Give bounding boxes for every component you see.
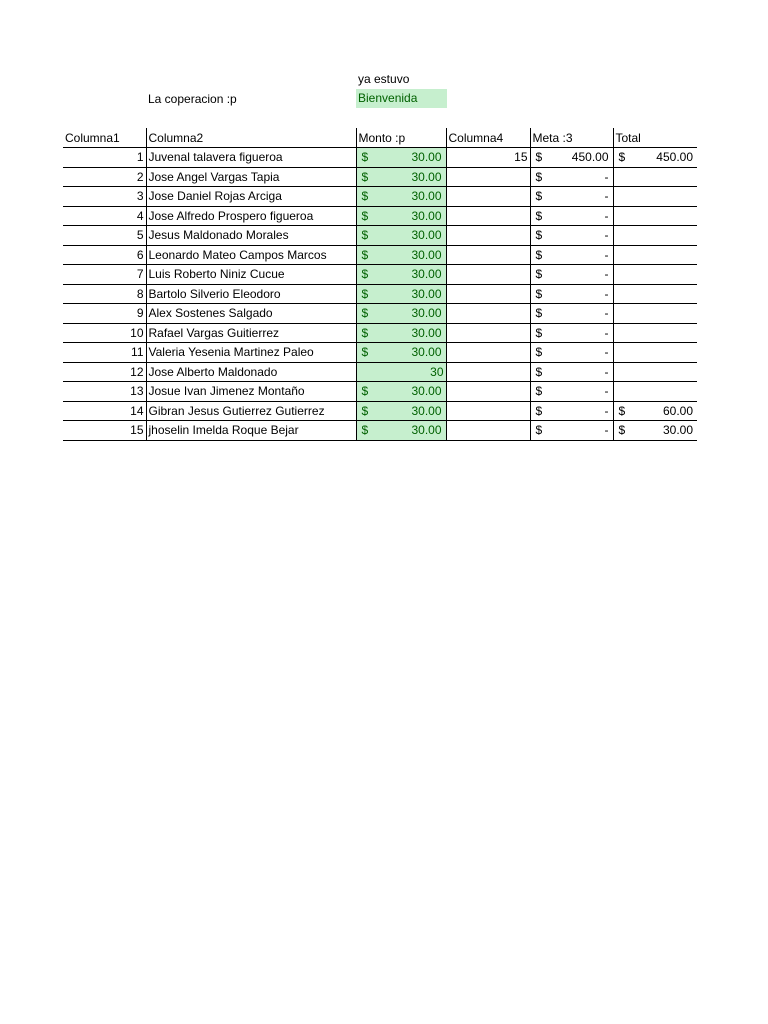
monto-cell[interactable]: [356, 226, 446, 246]
monto-currency-symbol: $: [361, 384, 369, 399]
meta-value: -: [604, 228, 609, 243]
columna4-cell[interactable]: [446, 304, 530, 324]
monto-value: 30.00: [411, 189, 442, 204]
meta-cell[interactable]: [530, 421, 613, 441]
member-name[interactable]: Bartolo Silverio Eleodoro: [146, 284, 356, 304]
legend-label: La coperacion :p: [148, 92, 237, 106]
monto-currency-symbol: $: [361, 286, 369, 301]
meta-value: -: [604, 247, 609, 262]
total-cell[interactable]: [613, 401, 697, 421]
monto-currency-symbol: $: [361, 247, 369, 262]
meta-cell[interactable]: [530, 265, 613, 285]
row-number[interactable]: 8: [63, 284, 146, 304]
meta-value: -: [604, 403, 609, 418]
meta-value: 450.00: [571, 150, 609, 165]
table-row: [63, 323, 697, 343]
table-row: [63, 304, 697, 324]
meta-value: -: [604, 384, 609, 399]
total-cell[interactable]: [613, 245, 697, 265]
total-cell[interactable]: [613, 206, 697, 226]
column-header-columna1[interactable]: Columna1: [63, 128, 146, 148]
column-header-columna4[interactable]: Columna4: [446, 128, 530, 148]
table-row: [63, 187, 697, 207]
columna4-cell[interactable]: 15: [446, 148, 530, 168]
meta-value: -: [604, 364, 609, 379]
monto-currency-symbol: $: [361, 325, 369, 340]
columna4-cell[interactable]: [446, 382, 530, 402]
member-name[interactable]: Rafael Vargas Guitierrez: [146, 323, 356, 343]
monto-cell[interactable]: [356, 343, 446, 363]
table-row: [63, 226, 697, 246]
meta-currency-symbol: $: [535, 286, 543, 301]
total-cell[interactable]: [613, 148, 697, 168]
total-cell[interactable]: [613, 323, 697, 343]
member-name[interactable]: Alex Sostenes Salgado: [146, 304, 356, 324]
meta-currency-symbol: $: [535, 267, 543, 282]
monto-cell[interactable]: [356, 304, 446, 324]
columna4-cell[interactable]: [446, 421, 530, 441]
monto-value: 30.00: [411, 208, 442, 223]
meta-currency-symbol: $: [535, 150, 543, 165]
meta-currency-symbol: $: [535, 345, 543, 360]
meta-cell[interactable]: [530, 148, 613, 168]
header-row: [63, 128, 697, 148]
member-name[interactable]: Gibran Jesus Gutierrez Gutierrez: [146, 401, 356, 421]
total-cell[interactable]: [613, 187, 697, 207]
meta-currency-symbol: $: [535, 403, 543, 418]
meta-currency-symbol: $: [535, 189, 543, 204]
total-currency-symbol: $: [618, 423, 626, 438]
total-cell[interactable]: [613, 421, 697, 441]
monto-cell[interactable]: [356, 187, 446, 207]
table-row: [63, 382, 697, 402]
row-number[interactable]: 7: [63, 265, 146, 285]
meta-value: -: [604, 169, 609, 184]
meta-cell[interactable]: [530, 167, 613, 187]
monto-value: 30.00: [411, 150, 442, 165]
table-row: [63, 148, 697, 168]
meta-currency-symbol: $: [535, 384, 543, 399]
meta-value: -: [604, 345, 609, 360]
row-number[interactable]: 14: [63, 401, 146, 421]
member-name[interactable]: Jesus Maldonado Morales: [146, 226, 356, 246]
meta-cell[interactable]: [530, 382, 613, 402]
columna4-cell[interactable]: [446, 226, 530, 246]
meta-value: -: [604, 325, 609, 340]
columna4-cell[interactable]: [446, 284, 530, 304]
total-cell[interactable]: [613, 304, 697, 324]
row-number[interactable]: 4: [63, 206, 146, 226]
columna4-cell[interactable]: [446, 343, 530, 363]
total-currency-symbol: $: [618, 150, 626, 165]
row-number[interactable]: 13: [63, 382, 146, 402]
monto-currency-symbol: $: [361, 423, 369, 438]
meta-cell[interactable]: [530, 284, 613, 304]
monto-value: 30.00: [411, 325, 442, 340]
meta-value: -: [604, 286, 609, 301]
table-row: [63, 265, 697, 285]
monto-value: 30.00: [411, 384, 442, 399]
meta-currency-symbol: $: [535, 228, 543, 243]
member-name[interactable]: Josue Ivan Jimenez Montaño: [146, 382, 356, 402]
row-number[interactable]: 3: [63, 187, 146, 207]
monto-value: 30.00: [411, 423, 442, 438]
monto-value: 30.00: [411, 228, 442, 243]
row-number[interactable]: 6: [63, 245, 146, 265]
member-name[interactable]: Juvenal talavera figueroa: [146, 148, 356, 168]
monto-cell[interactable]: [356, 362, 446, 382]
monto-value: 30: [430, 364, 444, 379]
meta-currency-symbol: $: [535, 423, 543, 438]
table-row: [63, 167, 697, 187]
member-name[interactable]: Luis Roberto Niniz Cucue: [146, 265, 356, 285]
column-header-meta[interactable]: Meta :3: [530, 128, 613, 148]
monto-cell[interactable]: [356, 421, 446, 441]
monto-cell[interactable]: [356, 382, 446, 402]
monto-currency-symbol: $: [361, 150, 369, 165]
monto-value: 30.00: [411, 267, 442, 282]
columna4-cell[interactable]: [446, 323, 530, 343]
meta-value: -: [604, 423, 609, 438]
columna4-cell[interactable]: [446, 187, 530, 207]
contribution-table: [63, 128, 697, 441]
columna4-cell[interactable]: [446, 206, 530, 226]
row-number[interactable]: 12: [63, 362, 146, 382]
monto-cell[interactable]: [356, 323, 446, 343]
monto-value: 30.00: [411, 306, 442, 321]
monto-value: 30.00: [411, 247, 442, 262]
row-number[interactable]: 11: [63, 343, 146, 363]
meta-value: -: [604, 267, 609, 282]
legend-title: ya estuvo: [358, 72, 410, 86]
columna4-cell[interactable]: [446, 362, 530, 382]
meta-cell[interactable]: [530, 362, 613, 382]
monto-currency-symbol: $: [361, 345, 369, 360]
meta-value: -: [604, 189, 609, 204]
monto-currency-symbol: $: [361, 189, 369, 204]
table-body: [63, 148, 697, 441]
meta-cell[interactable]: [530, 401, 613, 421]
table-row: [63, 284, 697, 304]
monto-value: 30.00: [411, 169, 442, 184]
monto-currency-symbol: $: [361, 169, 369, 184]
table-row: [63, 343, 697, 363]
meta-currency-symbol: $: [535, 306, 543, 321]
total-value: 450.00: [656, 150, 693, 165]
meta-currency-symbol: $: [535, 247, 543, 262]
member-name[interactable]: Jose Alfredo Prospero figueroa: [146, 206, 356, 226]
member-name[interactable]: Valeria Yesenia Martinez Paleo: [146, 343, 356, 363]
table-row: [63, 421, 697, 441]
column-header-columna2[interactable]: Columna2: [146, 128, 356, 148]
column-header-monto[interactable]: Monto :p: [356, 128, 446, 148]
meta-cell[interactable]: [530, 323, 613, 343]
monto-cell[interactable]: [356, 265, 446, 285]
total-cell[interactable]: [613, 226, 697, 246]
monto-cell[interactable]: [356, 167, 446, 187]
total-value: 60.00: [662, 403, 693, 418]
columna4-cell[interactable]: [446, 401, 530, 421]
monto-cell[interactable]: [356, 284, 446, 304]
monto-value: 30.00: [411, 286, 442, 301]
legend-badge: Bienvenida: [356, 89, 447, 108]
monto-cell[interactable]: [356, 206, 446, 226]
meta-value: -: [604, 306, 609, 321]
monto-cell[interactable]: [356, 148, 446, 168]
row-number[interactable]: 1: [63, 148, 146, 168]
monto-value: 30.00: [411, 345, 442, 360]
meta-value: -: [604, 208, 609, 223]
total-cell[interactable]: [613, 265, 697, 285]
row-number[interactable]: 15: [63, 421, 146, 441]
meta-currency-symbol: $: [535, 208, 543, 223]
member-name[interactable]: Jose Alberto Maldonado: [146, 362, 356, 382]
row-number[interactable]: 2: [63, 167, 146, 187]
table-row: [63, 401, 697, 421]
member-name[interactable]: jhoselin Imelda Roque Bejar: [146, 421, 356, 441]
member-name[interactable]: Jose Daniel Rojas Arciga: [146, 187, 356, 207]
total-cell[interactable]: [613, 284, 697, 304]
meta-currency-symbol: $: [535, 325, 543, 340]
meta-cell[interactable]: [530, 304, 613, 324]
monto-currency-symbol: $: [361, 228, 369, 243]
column-header-total[interactable]: Total: [613, 128, 697, 148]
member-name[interactable]: Leonardo Mateo Campos Marcos: [146, 245, 356, 265]
total-cell[interactable]: [613, 167, 697, 187]
monto-currency-symbol: $: [361, 403, 369, 418]
table-row: [63, 362, 697, 382]
meta-cell[interactable]: [530, 187, 613, 207]
meta-currency-symbol: $: [535, 364, 543, 379]
table-row: [63, 245, 697, 265]
total-currency-symbol: $: [618, 403, 626, 418]
monto-cell[interactable]: [356, 245, 446, 265]
table-row: [63, 206, 697, 226]
total-cell[interactable]: [613, 382, 697, 402]
meta-cell[interactable]: [530, 206, 613, 226]
columna4-cell[interactable]: [446, 245, 530, 265]
columna4-cell[interactable]: [446, 167, 530, 187]
monto-value: 30.00: [411, 403, 442, 418]
member-name[interactable]: Jose Angel Vargas Tapia: [146, 167, 356, 187]
total-cell[interactable]: [613, 362, 697, 382]
row-number[interactable]: 10: [63, 323, 146, 343]
meta-cell[interactable]: [530, 343, 613, 363]
total-cell[interactable]: [613, 343, 697, 363]
monto-currency-symbol: $: [361, 306, 369, 321]
meta-cell[interactable]: [530, 226, 613, 246]
row-number[interactable]: 5: [63, 226, 146, 246]
monto-currency-symbol: $: [361, 208, 369, 223]
meta-currency-symbol: $: [535, 169, 543, 184]
monto-currency-symbol: $: [361, 267, 369, 282]
monto-cell[interactable]: [356, 401, 446, 421]
meta-cell[interactable]: [530, 245, 613, 265]
total-value: 30.00: [662, 423, 693, 438]
columna4-cell[interactable]: [446, 265, 530, 285]
row-number[interactable]: 9: [63, 304, 146, 324]
